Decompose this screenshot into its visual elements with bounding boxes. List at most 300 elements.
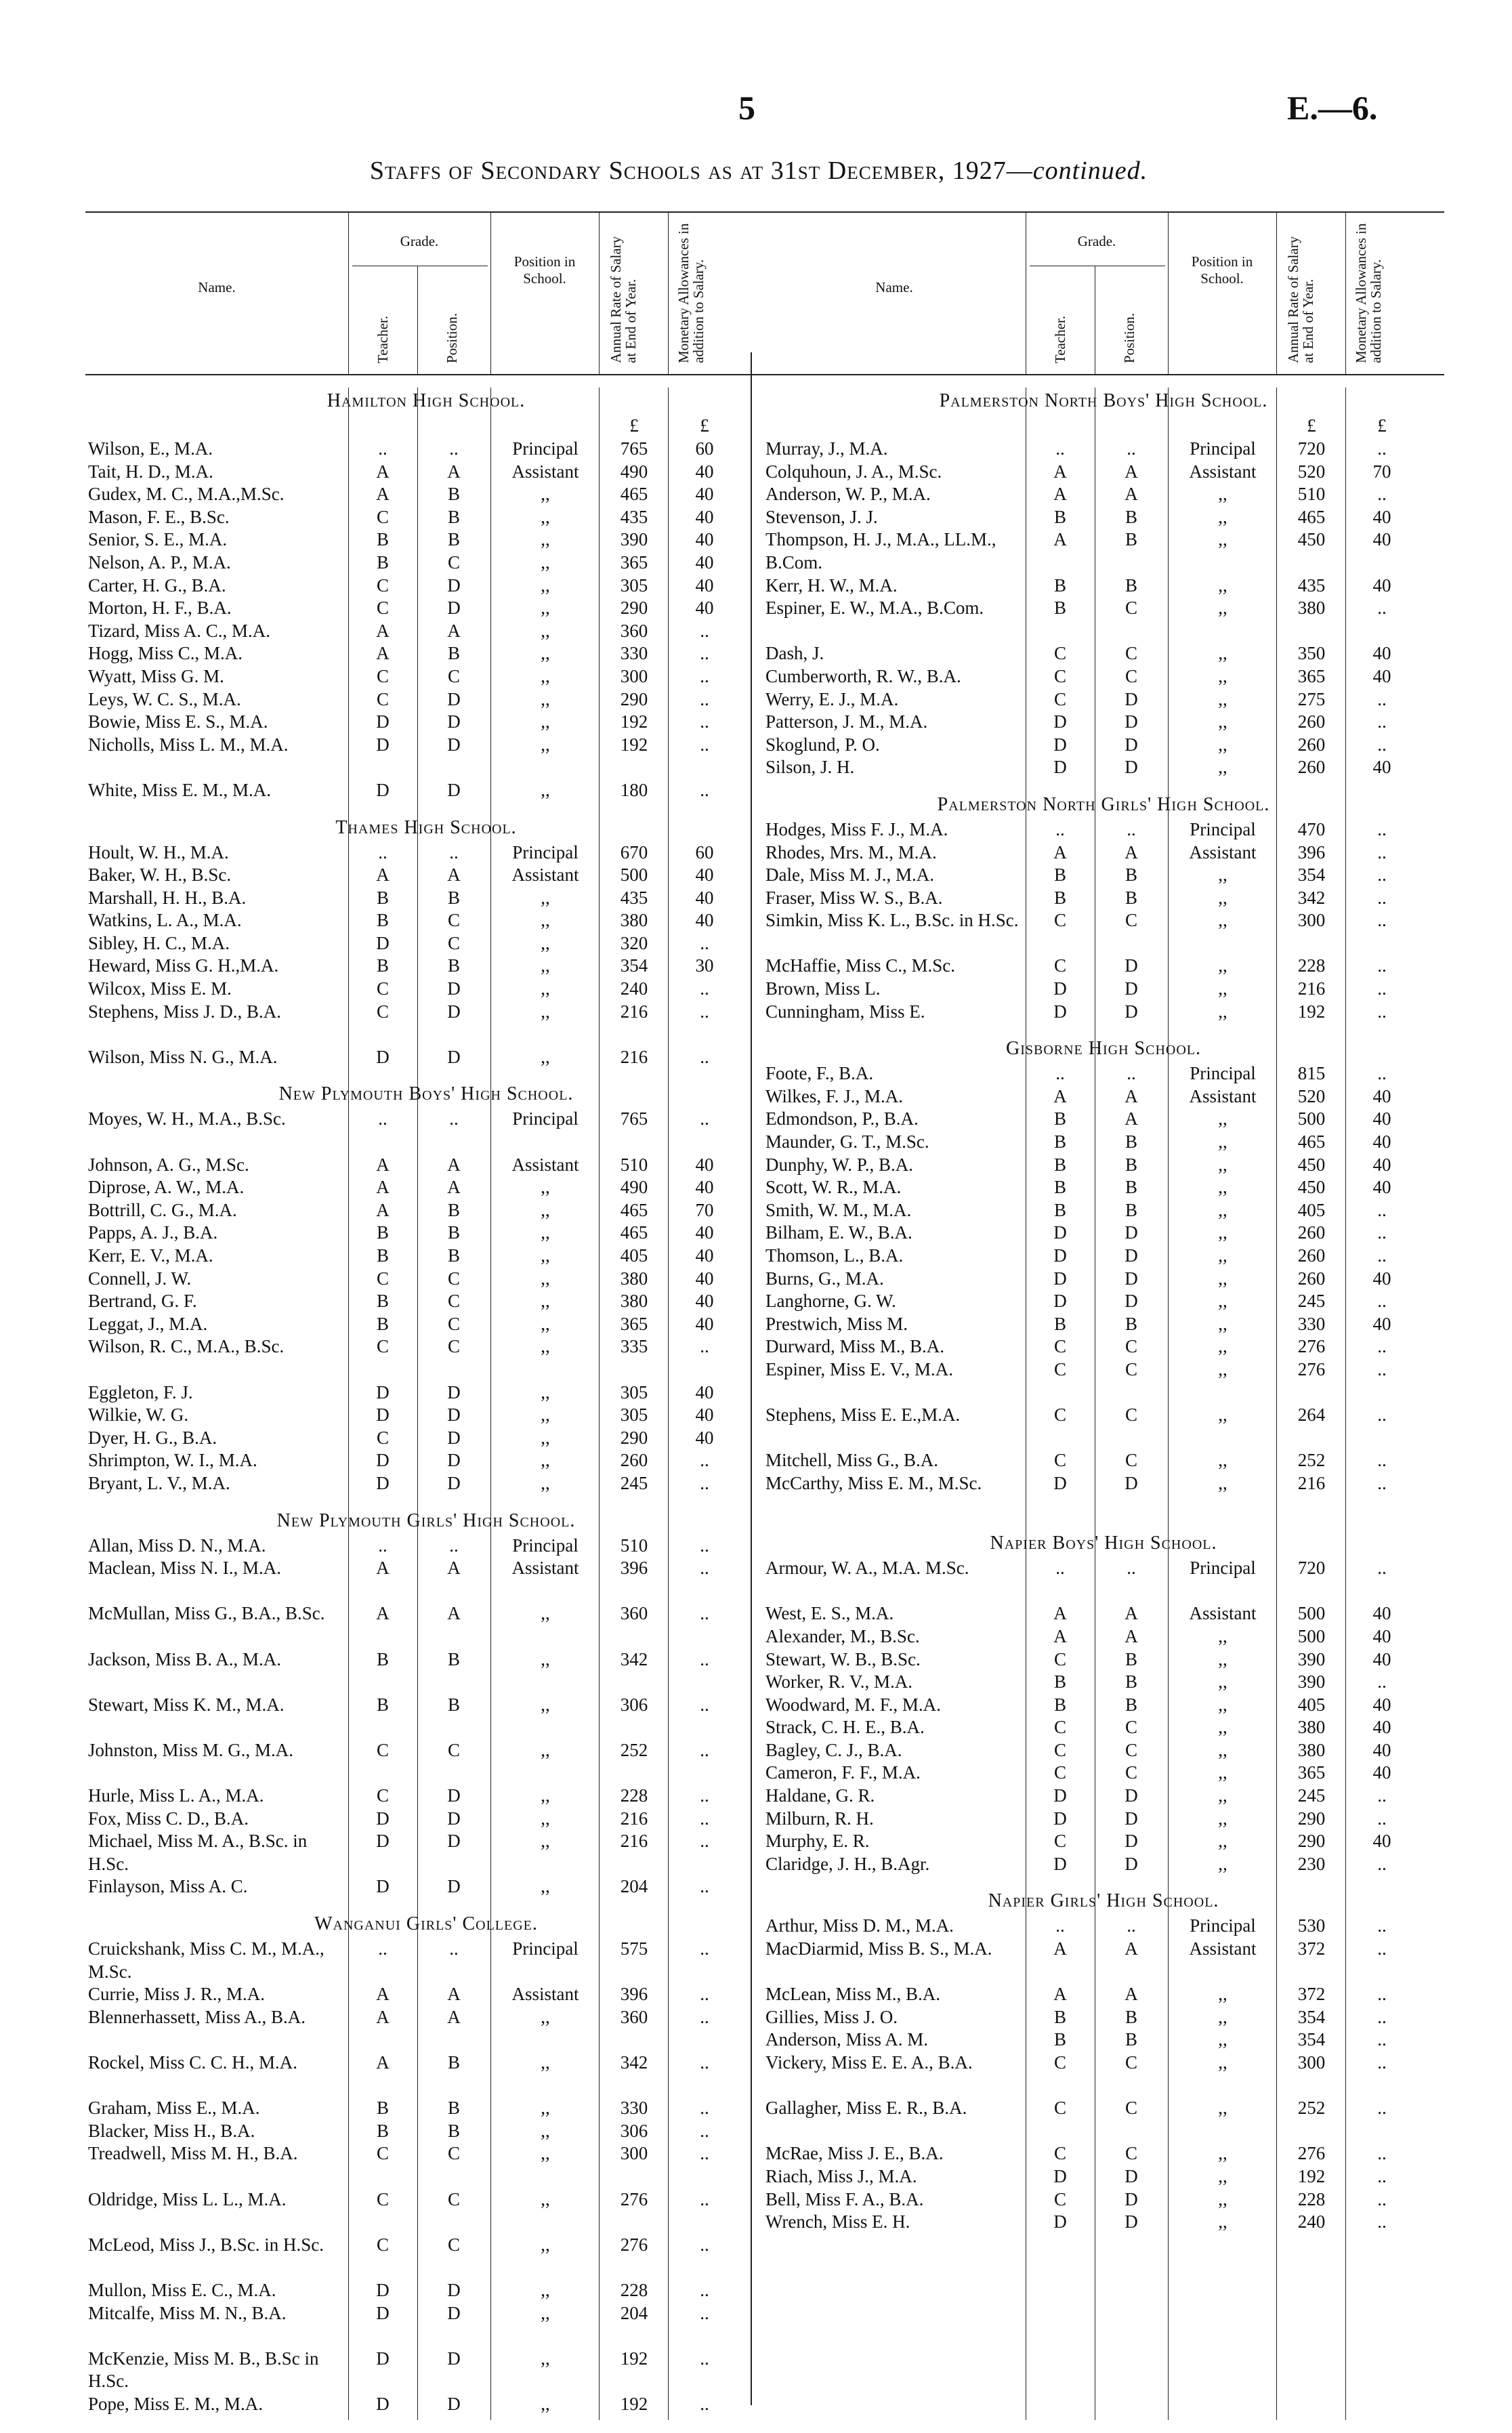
teacher-grade: D bbox=[376, 2302, 390, 2323]
school-position: ,, bbox=[541, 552, 550, 573]
table-row bbox=[763, 1648, 1444, 1671]
allowance: 40 bbox=[695, 529, 714, 550]
school-position: ,, bbox=[1218, 665, 1227, 686]
allowance: 40 bbox=[695, 865, 714, 886]
teacher-grade: C bbox=[1053, 910, 1066, 931]
position-grade: A bbox=[1125, 1603, 1138, 1624]
position-grade: D bbox=[1125, 1831, 1138, 1852]
school-position: ,, bbox=[1218, 1472, 1227, 1493]
school-position: ,, bbox=[1218, 1808, 1227, 1829]
teacher-grade: A bbox=[1053, 484, 1067, 505]
allowance: 70 bbox=[1372, 461, 1391, 482]
table-row bbox=[763, 1131, 1444, 1154]
table-row bbox=[85, 597, 767, 620]
staff-name: Milburn, R. H. bbox=[765, 1808, 874, 1829]
table-row bbox=[763, 1915, 1444, 1938]
allowance: .. bbox=[700, 2052, 709, 2073]
staff-name: Tait, H. D., M.A. bbox=[88, 461, 213, 482]
school-position: ,, bbox=[1218, 2052, 1227, 2073]
salary: 435 bbox=[620, 506, 648, 527]
staff-name: Tizard, Miss A. C., M.A. bbox=[88, 620, 271, 641]
school-position: Principal bbox=[1190, 818, 1256, 839]
salary: 320 bbox=[620, 932, 648, 953]
salary: 575 bbox=[620, 1938, 648, 1959]
teacher-grade: B bbox=[376, 955, 389, 976]
allowance: .. bbox=[700, 2234, 709, 2255]
school-position: ,, bbox=[541, 1450, 550, 1471]
position-grade: C bbox=[447, 910, 460, 931]
staff-name: Patterson, J. M., M.A. bbox=[765, 711, 928, 732]
table-row bbox=[763, 2165, 1444, 2188]
teacher-grade: C bbox=[1053, 665, 1066, 686]
left-column bbox=[85, 211, 767, 2414]
salary: 720 bbox=[1297, 438, 1326, 459]
salary: 465 bbox=[620, 1222, 648, 1243]
school-position: ,, bbox=[541, 1739, 550, 1760]
position-grade: .. bbox=[449, 1938, 459, 1959]
teacher-grade: A bbox=[376, 1603, 390, 1624]
salary: 380 bbox=[1297, 1717, 1326, 1738]
allowance: 40 bbox=[695, 1177, 714, 1198]
staff-name: Wilson, R. C., M.A., B.Sc. bbox=[88, 1336, 285, 1357]
teacher-grade: C bbox=[376, 506, 389, 527]
table-row bbox=[763, 2211, 1444, 2234]
table-row bbox=[763, 483, 1444, 506]
school-position: ,, bbox=[1218, 598, 1227, 619]
school-section bbox=[85, 1911, 767, 2415]
table-row bbox=[85, 552, 767, 575]
salary: 465 bbox=[1297, 506, 1326, 527]
allowance: 60 bbox=[695, 438, 714, 459]
teacher-grade: D bbox=[1053, 1001, 1067, 1022]
salary: 330 bbox=[1297, 1313, 1326, 1334]
staff-name: Finlayson, Miss A. C. bbox=[88, 1876, 248, 1897]
teacher-grade: D bbox=[1053, 1268, 1067, 1289]
school-position: ,, bbox=[541, 1177, 550, 1198]
staff-name: Anderson, Miss A. M. bbox=[765, 2029, 929, 2050]
position-grade: D bbox=[447, 2302, 461, 2323]
teacher-grade: C bbox=[1053, 688, 1066, 709]
table-row bbox=[763, 1449, 1444, 1472]
table-row bbox=[763, 1062, 1444, 1085]
position-grade: A bbox=[1125, 1984, 1138, 2005]
salary: 354 bbox=[620, 955, 648, 976]
teacher-grade: B bbox=[1053, 1108, 1066, 1129]
allowance: .. bbox=[700, 1603, 709, 1624]
position-grade: B bbox=[1125, 575, 1137, 596]
school-position: ,, bbox=[1218, 1108, 1227, 1129]
table-row bbox=[85, 1427, 767, 1450]
table-row bbox=[85, 1938, 767, 1983]
position-grade: D bbox=[447, 1472, 461, 1493]
school-position: ,, bbox=[541, 1291, 550, 1312]
teacher-grade: D bbox=[1053, 2211, 1067, 2232]
header-school-position: Position in School. bbox=[513, 253, 576, 287]
position-grade: D bbox=[1125, 1245, 1138, 1266]
allowance: .. bbox=[700, 1785, 709, 1806]
salary: 405 bbox=[620, 1245, 648, 1266]
teacher-grade: D bbox=[376, 1876, 390, 1897]
teacher-grade: .. bbox=[378, 1108, 387, 1129]
position-grade: C bbox=[1125, 665, 1137, 686]
teacher-grade: B bbox=[376, 1694, 389, 1715]
school-position: ,, bbox=[1218, 2211, 1227, 2232]
salary: 360 bbox=[620, 620, 648, 641]
school-position: ,, bbox=[541, 2006, 550, 2027]
salary: 305 bbox=[620, 1405, 648, 1426]
allowance: .. bbox=[700, 2348, 709, 2369]
school-position: ,, bbox=[541, 2279, 550, 2300]
salary: 252 bbox=[1297, 1450, 1326, 1471]
teacher-grade: C bbox=[376, 1785, 389, 1806]
salary: 180 bbox=[620, 779, 648, 800]
teacher-grade: D bbox=[1053, 1291, 1067, 1312]
position-grade: D bbox=[447, 575, 461, 596]
school-section bbox=[85, 388, 767, 802]
allowance: 40 bbox=[695, 461, 714, 482]
school-position: ,, bbox=[541, 529, 550, 550]
salary: 192 bbox=[620, 2348, 648, 2369]
staff-name: Stephens, Miss J. D., B.A. bbox=[88, 1001, 282, 1022]
table-header bbox=[85, 211, 767, 375]
table-row bbox=[85, 932, 767, 955]
header-school-position: Position in School. bbox=[1191, 253, 1253, 287]
staff-name: Riach, Miss J., M.A. bbox=[765, 2165, 917, 2186]
position-grade: B bbox=[1125, 2006, 1137, 2027]
salary: 228 bbox=[1297, 955, 1326, 976]
teacher-grade: .. bbox=[1055, 818, 1065, 839]
allowance: 40 bbox=[1372, 1625, 1391, 1646]
school-position: Assistant bbox=[1189, 841, 1257, 862]
salary: 305 bbox=[620, 1381, 648, 1402]
staff-name: Kerr, H. W., M.A. bbox=[765, 575, 898, 596]
staff-name: Dale, Miss M. J., M.A. bbox=[765, 865, 935, 886]
allowance: 40 bbox=[695, 1313, 714, 1334]
staff-name: Espiner, Miss E. V., M.A. bbox=[765, 1358, 953, 1379]
school-position: ,, bbox=[1218, 1785, 1227, 1806]
position-grade: A bbox=[447, 1603, 461, 1624]
position-grade: B bbox=[447, 506, 460, 527]
school-position: ,, bbox=[1218, 2098, 1227, 2119]
staff-name: Jackson, Miss B. A., M.A. bbox=[88, 1648, 282, 1669]
position-grade: D bbox=[447, 2279, 461, 2300]
salary: 245 bbox=[1297, 1291, 1326, 1312]
allowance: 40 bbox=[695, 910, 714, 931]
staff-name: Smith, W. M., M.A. bbox=[765, 1199, 912, 1220]
teacher-grade: A bbox=[376, 1984, 390, 2005]
teacher-grade: C bbox=[1053, 1739, 1066, 1760]
salary: 305 bbox=[620, 575, 648, 596]
staff-name: Leggat, J., M.A. bbox=[88, 1313, 208, 1334]
table-row bbox=[85, 978, 767, 1001]
school-position: ,, bbox=[1218, 865, 1227, 886]
position-grade: C bbox=[1125, 1762, 1137, 1783]
teacher-grade: B bbox=[376, 910, 389, 931]
school-section bbox=[85, 1507, 767, 1899]
position-grade: D bbox=[1125, 1222, 1138, 1243]
position-grade: B bbox=[447, 2120, 460, 2141]
allowance: .. bbox=[1377, 2098, 1387, 2119]
position-grade: D bbox=[447, 1427, 461, 1448]
school-position: ,, bbox=[1218, 1625, 1227, 1646]
table-row bbox=[763, 438, 1444, 461]
table-row bbox=[763, 1222, 1444, 1245]
salary: 490 bbox=[620, 461, 648, 482]
position-grade: A bbox=[447, 2006, 461, 2027]
position-grade: D bbox=[447, 734, 461, 755]
school-position: ,, bbox=[541, 620, 550, 641]
salary: 720 bbox=[1297, 1558, 1326, 1579]
table-row bbox=[763, 711, 1444, 734]
table-row bbox=[85, 2006, 767, 2052]
salary: 260 bbox=[1297, 1268, 1326, 1289]
staff-name: Hodges, Miss F. J., M.A. bbox=[765, 818, 948, 839]
table-row bbox=[85, 2142, 767, 2188]
position-grade: C bbox=[1125, 598, 1137, 619]
position-grade: C bbox=[447, 2143, 460, 2164]
table-row bbox=[85, 1875, 767, 1898]
salary: 365 bbox=[1297, 1762, 1326, 1783]
table-row bbox=[763, 1853, 1444, 1876]
staff-name: Wyatt, Miss G. M. bbox=[88, 665, 224, 686]
teacher-grade: A bbox=[376, 461, 390, 482]
table-row bbox=[763, 1001, 1444, 1024]
position-grade: D bbox=[447, 1405, 461, 1426]
table-row bbox=[85, 1381, 767, 1405]
table-row bbox=[85, 1222, 767, 1245]
staff-name: Bryant, L. V., M.A. bbox=[88, 1472, 230, 1493]
salary: 465 bbox=[620, 1199, 648, 1220]
salary: 354 bbox=[1297, 2029, 1326, 2050]
table-row bbox=[763, 1313, 1444, 1336]
table-row bbox=[85, 1785, 767, 1808]
allowance: .. bbox=[1377, 734, 1387, 755]
teacher-grade: B bbox=[1053, 2006, 1066, 2027]
position-grade: A bbox=[447, 620, 461, 641]
teacher-grade: D bbox=[376, 2393, 390, 2414]
table-row bbox=[85, 1557, 767, 1602]
staff-name: Stewart, Miss K. M., M.A. bbox=[88, 1694, 285, 1715]
position-grade: C bbox=[1125, 2098, 1137, 2119]
salary: 360 bbox=[620, 1603, 648, 1624]
position-grade: A bbox=[447, 865, 461, 886]
table-row bbox=[85, 1001, 767, 1046]
teacher-grade: D bbox=[376, 1472, 390, 1493]
teacher-grade: D bbox=[376, 734, 390, 755]
staff-name: Scott, W. R., M.A. bbox=[765, 1177, 902, 1198]
school-position: ,, bbox=[541, 910, 550, 931]
position-grade: C bbox=[1125, 1739, 1137, 1760]
teacher-grade: B bbox=[376, 2098, 389, 2119]
school-position: Principal bbox=[512, 841, 579, 862]
table-row bbox=[85, 864, 767, 887]
table-row bbox=[85, 2348, 767, 2393]
header-grade: Grade. bbox=[1077, 233, 1116, 249]
allowance: .. bbox=[1377, 1785, 1387, 1806]
header-allowances: Monetary Allowances in addition to Salary. bbox=[1353, 223, 1385, 363]
table-row bbox=[763, 864, 1444, 887]
school-position: ,, bbox=[541, 779, 550, 800]
school-position: ,, bbox=[541, 575, 550, 596]
salary: 500 bbox=[1297, 1108, 1326, 1129]
staff-name: Burns, G., M.A. bbox=[765, 1268, 884, 1289]
school-section bbox=[763, 388, 1444, 779]
position-grade: A bbox=[1125, 1085, 1138, 1106]
position-grade: A bbox=[1125, 1108, 1138, 1129]
allowance: .. bbox=[700, 734, 709, 755]
salary: 380 bbox=[620, 1291, 648, 1312]
salary: 252 bbox=[620, 1739, 648, 1760]
allowance: .. bbox=[1377, 887, 1387, 908]
teacher-grade: B bbox=[376, 552, 389, 573]
position-grade: .. bbox=[449, 841, 459, 862]
allowance: .. bbox=[1377, 438, 1387, 459]
position-grade: C bbox=[447, 1291, 460, 1312]
allowance: .. bbox=[700, 665, 709, 686]
position-grade: D bbox=[1125, 2188, 1138, 2209]
salary: 276 bbox=[1297, 2143, 1326, 2164]
salary: 300 bbox=[620, 2143, 648, 2164]
school-position: ,, bbox=[1218, 1648, 1227, 1669]
position-grade: D bbox=[447, 1046, 461, 1067]
salary: 192 bbox=[620, 2393, 648, 2414]
staff-name: Nicholls, Miss L. M., M.A. bbox=[88, 734, 289, 755]
table-row bbox=[85, 1449, 767, 1472]
position-grade: D bbox=[447, 688, 461, 709]
staff-name: Dyer, H. G., B.A. bbox=[88, 1427, 217, 1448]
salary: 276 bbox=[1297, 1336, 1326, 1357]
staff-name: Wilkie, W. G. bbox=[88, 1405, 189, 1426]
school-title: Wanganui Girls' College. bbox=[314, 1913, 538, 1935]
school-section bbox=[763, 1888, 1444, 2233]
salary: 216 bbox=[1297, 1472, 1326, 1493]
staff-name: Gallagher, Miss E. R., B.A. bbox=[765, 2098, 967, 2119]
allowance: 30 bbox=[695, 955, 714, 976]
school-title: Palmerston North Girls' High School. bbox=[937, 793, 1270, 815]
salary: 380 bbox=[620, 1268, 648, 1289]
position-grade: B bbox=[447, 1245, 460, 1266]
allowance: .. bbox=[700, 2098, 709, 2119]
allowance: .. bbox=[1377, 711, 1387, 732]
table-row bbox=[85, 1245, 767, 1268]
school-position: ,, bbox=[541, 1831, 550, 1852]
staff-name: White, Miss E. M., M.A. bbox=[88, 779, 271, 800]
position-grade: D bbox=[447, 1808, 461, 1829]
salary: 264 bbox=[1297, 1405, 1326, 1426]
table-row bbox=[85, 2234, 767, 2279]
staff-name: Stephens, Miss E. E.,M.A. bbox=[765, 1405, 961, 1426]
teacher-grade: D bbox=[1053, 2165, 1067, 2186]
position-grade: D bbox=[1125, 978, 1138, 999]
table-row bbox=[85, 2188, 767, 2234]
allowance: .. bbox=[700, 2302, 709, 2323]
staff-name: Durward, Miss M., B.A. bbox=[765, 1336, 945, 1357]
teacher-grade: D bbox=[1053, 757, 1067, 778]
allowance: .. bbox=[1377, 2006, 1387, 2027]
table-row bbox=[763, 1625, 1444, 1648]
teacher-grade: A bbox=[376, 643, 390, 664]
staff-name: Graham, Miss E., M.A. bbox=[88, 2098, 260, 2119]
teacher-grade: D bbox=[376, 1405, 390, 1426]
teacher-grade: B bbox=[376, 1245, 389, 1266]
salary: 330 bbox=[620, 2098, 648, 2119]
school-position: ,, bbox=[1218, 1671, 1227, 1692]
salary: 216 bbox=[620, 1001, 648, 1022]
allowance: .. bbox=[1377, 1558, 1387, 1579]
school-position: ,, bbox=[1218, 1336, 1227, 1357]
teacher-grade: C bbox=[376, 575, 389, 596]
table-row bbox=[85, 1602, 767, 1648]
staff-name: Werry, E. J., M.A. bbox=[765, 688, 899, 709]
staff-name: Dash, J. bbox=[765, 643, 824, 664]
header-allowances: Monetary Allowances in addition to Salary. bbox=[675, 223, 707, 363]
staff-name: Gudex, M. C., M.A.,M.Sc. bbox=[88, 484, 285, 505]
salary: 290 bbox=[620, 688, 648, 709]
salary: 276 bbox=[1297, 1358, 1326, 1379]
table-body bbox=[85, 388, 767, 2420]
currency-symbol: £ bbox=[700, 415, 709, 436]
table-row bbox=[763, 978, 1444, 1001]
staff-name: Shrimpton, W. I., M.A. bbox=[88, 1450, 257, 1471]
school-position: ,, bbox=[1218, 1694, 1227, 1715]
position-grade: D bbox=[447, 2348, 461, 2369]
position-grade: C bbox=[447, 665, 460, 686]
school-position: ,, bbox=[1218, 1984, 1227, 2005]
table-row bbox=[85, 2279, 767, 2302]
position-grade: D bbox=[447, 1450, 461, 1471]
teacher-grade: D bbox=[1053, 1245, 1067, 1266]
teacher-grade: B bbox=[1053, 865, 1066, 886]
teacher-grade: D bbox=[376, 779, 390, 800]
position-grade: D bbox=[1125, 2165, 1138, 2186]
position-grade: B bbox=[447, 1222, 460, 1243]
allowance: .. bbox=[700, 1739, 709, 1760]
allowance: .. bbox=[700, 978, 709, 999]
position-grade: B bbox=[1125, 1694, 1137, 1715]
table-row bbox=[763, 1808, 1444, 1831]
staff-name: Wilcox, Miss E. M. bbox=[88, 978, 232, 999]
position-grade: C bbox=[447, 1268, 460, 1289]
table-row bbox=[85, 909, 767, 932]
allowance: 60 bbox=[695, 841, 714, 862]
position-grade: .. bbox=[1127, 818, 1136, 839]
allowance: .. bbox=[1377, 598, 1387, 619]
position-grade: C bbox=[447, 552, 460, 573]
school-position: ,, bbox=[541, 1876, 550, 1897]
staff-name: Carter, H. G., B.A. bbox=[88, 575, 226, 596]
table-row bbox=[763, 575, 1444, 598]
staff-name: McMullan, Miss G., B.A., B.Sc. bbox=[88, 1603, 325, 1624]
table-row bbox=[85, 665, 767, 688]
staff-name: Simkin, Miss K. L., B.Sc. in H.Sc. bbox=[765, 910, 1019, 931]
school-section bbox=[763, 1035, 1444, 1518]
table-row bbox=[85, 575, 767, 598]
teacher-grade: D bbox=[376, 1808, 390, 1829]
staff-name: McHaffie, Miss C., M.Sc. bbox=[765, 955, 955, 976]
salary: 192 bbox=[1297, 1001, 1326, 1022]
school-position: ,, bbox=[1218, 1717, 1227, 1738]
allowance: .. bbox=[1377, 910, 1387, 931]
position-grade: C bbox=[1125, 1358, 1137, 1379]
table-row bbox=[763, 1335, 1444, 1358]
allowance: .. bbox=[700, 643, 709, 664]
position-grade: B bbox=[1125, 1648, 1137, 1669]
teacher-grade: D bbox=[1053, 734, 1067, 755]
teacher-grade: A bbox=[376, 865, 390, 886]
teacher-grade: B bbox=[1053, 598, 1066, 619]
school-position: ,, bbox=[541, 665, 550, 686]
salary: 204 bbox=[620, 1876, 648, 1897]
